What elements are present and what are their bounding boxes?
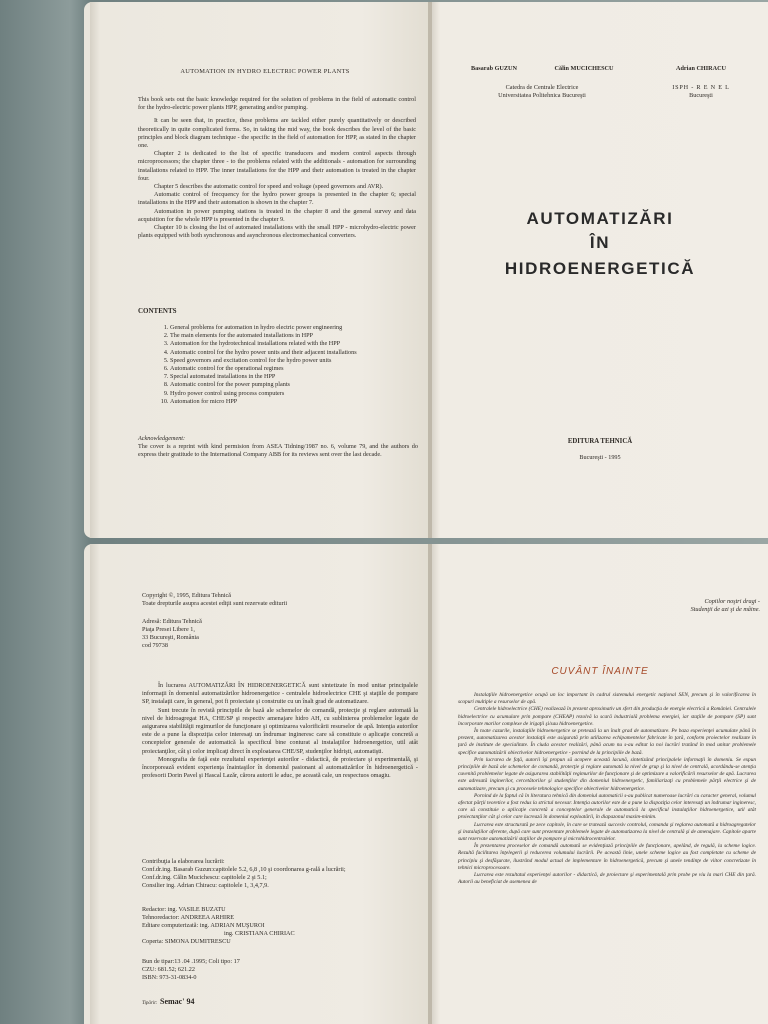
isbn-code: ISBN: 973-31-0834-0: [142, 974, 197, 981]
page-copyright: [90, 544, 430, 1024]
printer-label: Tipărit:: [142, 1001, 158, 1006]
contents-item: 2. The main elements for the automated installations in HPP: [170, 332, 424, 340]
abstract-paragraph: Automation in power pumping stations is treated in the chapter 8 and the general survey and data acquisition for the whole HPP is presented in the chapter 9.: [138, 207, 416, 223]
affiliation-line: ISPH - R E N E L: [672, 84, 730, 91]
publisher-name: EDITURA TEHNICĂ: [567, 438, 633, 445]
abstract-heading: AUTOMATION IN HYDRO ELECTRIC POWER PLANTS: [180, 68, 350, 75]
contents-item: 6. Automatic control for the operational regimes: [170, 365, 424, 373]
summary-paragraph: Monografia de faţă este rezultatul experienţei autorilor - didactică, de proiectare şi experimentală, şi încorporează evident experienţa înaintaşilor în domeniul pasionant al automatizărilor în hidroenergetică - profesorii Dorin Pavel şi Hascal Lazăr, cărora autorii le aduc, pe această cale, un respectuos omagiu.: [142, 755, 418, 780]
foreword-body: [458, 692, 756, 886]
foreword-paragraph: În toate cazurile, instalaţiile hidroenergetice se pretează la un înalt grad de automatizare. Pe baza experienţei acumulate până în prezent, automatizarea acestor instalaţii este asigurată prin utilizarea echipamentelor fabricate în ţară, conform proiectelor realizate în ţară de institute de specialitate. În ciuda acestor realizări, până acum nu s-au editat la noi lucrări tratând în mod unitar problemele specifice automatizării obiectivelor hidroenergetice - pornind de la principiile de bază.: [458, 728, 756, 756]
acknowledgement-title: Acknowledgement:: [138, 435, 186, 442]
address-line: Adresă: Editura Tehnică: [142, 618, 202, 625]
credit-line: Redactor: ing. VASILE BUZATU: [142, 906, 226, 913]
printer-name: Semac' 94: [160, 997, 195, 1006]
abstract-paragraph: This book sets out the basic knowledge required for the solution of problems in the field of automatic control for the hydro-electric power plants HPP, generating and/or pumping.: [138, 96, 416, 112]
contents-item: 1. General problems for automation in hydro electric power engineering: [170, 324, 424, 332]
foreword-paragraph: În prezentarea proceselor de comandă automată se evidenţiază principiile de funcţionare, apelând, de regulă, la scheme logice. Rezultă facilitarea înţelegerii şi reducerea volumului lucrării. Pe această linie, unele scheme logice au fost completate cu scheme de principiu şi desfăşurate, ilustrând modul actual de implementare în hidroenergetică, precum şi unele tendinţe de viitor concretizate în tehnici microprocesoare.: [458, 843, 756, 871]
contents-item: 8. Automatic control for the power pumping plants: [170, 381, 424, 389]
dedication-line: Studenţii de azi şi de mâine.: [690, 606, 760, 613]
author-name: Călin MUCICHESCU: [554, 65, 614, 72]
credit-line: ing. CRISTIANA CHIRIAC: [224, 930, 295, 937]
dedication-line: Copiilor noştri dragi -: [704, 598, 760, 605]
credit-line: Editare computerizată: ing. ADRIAN MUŞUROI: [142, 922, 265, 929]
book-spread-top: [84, 2, 768, 538]
abstract-paragraph: It can be seen that, in practice, these problems are tackled either purely quantitatively or described theoretically in quite complicated forms. So, in taking the mid way, the book describes the level of the basic principles and block diagram technique - the specific in the field of automation for HPP, as stated in the chapter one.: [138, 117, 416, 150]
summary-paragraph: Sunt trecute în revistă principiile de bază ale schemelor de comandă, protecţie şi reglare automată la nivel de hidroagregat HA, CHE/SP şi respectiv amenajare hidro AH, cu sublinierea problemelor legate de asigurarea stabilităţii regimurilor de funcţionare şi optimizarea valorificării resurselor de apă. Intenţia autorilor este de a pune la dispoziţia celor interesaţi un îndrumar ingineresc care să constituie o aplicaţie concretă a conceptelor generale de automatică la specificul bine conturat al instalaţiilor hidroenergetice, util atât proiectanţilor, cât şi celor implicaţi direct în exploatarea CHE/SP, studenţilor hidrişti, automatişti.: [142, 706, 418, 755]
foreword-paragraph: Pornind de la faptul că în literatura tehnică din domeniul automaticii s-au publicat numeroase lucrări cu caracter general, volumul afectat părţii teoretice a fost redus la strictul necesar. Intenţia autorilor este de a pune la dispoziţia celor interesaţi un îndrumar ingineresc, care să constituie o aplicaţie concretă a conceptelor generale de automatică la specificul instalaţiilor hidroenergetice, util atât proiectanţilor cât şi celor care lucrează în domeniul exploatării, în diapazonul maxim-minim.: [458, 792, 756, 821]
foreword-heading: CUVÂNT ÎNAINTE: [551, 666, 649, 677]
abstract-paragraph: Chapter 10 is closing the list of automated installations with the small HPP - microhydro-electric power plants equipped with both synchronous and asynchronous electromechanical converters.: [138, 224, 416, 240]
contents-item: 4. Automatic control for the hydro power units and their adjacent installations: [170, 349, 424, 357]
page-title: [432, 2, 768, 538]
contents-item: 5. Speed governors and excitation control for the hydro power units: [170, 357, 424, 365]
page-english-abstract: [90, 2, 430, 538]
summary-paragraph: În lucrarea AUTOMATIZĂRI ÎN HIDROENERGETICĂ sunt sintetizate în mod unitar principalele informaţii în domeniul automatizărilor hidroenergetice - centralele hidroelectrice CHE şi staţiile de pompare SP, instalaţii care, în general, pot fi proiectate şi construite cu un înalt grad de automatizare.: [142, 682, 418, 706]
book-title-line: ÎN: [589, 233, 611, 252]
foreword-paragraph: Lucrarea este structurată pe zece capitole, în care se tratează succesiv controlul, comanda şi reglarea automată a hidroagregatelor şi instalaţiilor aferente, după care sunt prezentate problemele legate de automatizarea la nivel de centrală şi de amenajare. Capitole aparte sunt rezervate automatizării staţiilor de pompare şi microhidrocentralelor.: [458, 821, 756, 843]
address-line: cod 79738: [142, 642, 168, 649]
foreword-paragraph: Lucrarea este rezultatul experienţei autorilor - didactică, de proiectare şi experimentală prin probe pe viu la mari CHE din ţară. Autorii au beneficiat de asemenea de: [458, 872, 756, 886]
abstract-paragraph: Chapter 5 describes the automatic control for speed and voltage (speed governors and AVR).: [154, 183, 384, 191]
publication-place-year: Bucureşti - 1995: [579, 454, 621, 461]
print-info: Bun de tipar:13 .04 .1995; Coli tipo: 17: [142, 958, 240, 965]
affiliation-line: Catedra de Centrale Electrice: [505, 84, 579, 91]
czu-code: CZU: 681.52; 621.22: [142, 966, 195, 973]
author-name: Basarab GUZUN: [471, 65, 517, 72]
credit-line: Coperta: SIMONA DUMITRESCU: [142, 938, 231, 945]
contribution-line: Conf.dr.ing. Călin Mucichescu: capitolele 2 şi 5.1;: [142, 874, 267, 881]
contribution-line: Conf.dr.ing. Basarab Guzun:capitolele 5.2, 6,8 ,10 şi coordonarea g-rală a lucrării;: [142, 866, 346, 873]
affiliation-line: Bucureşti: [689, 92, 713, 99]
page-foreword: [432, 544, 768, 1024]
contents-item: 10. Automation for micro HPP: [170, 398, 424, 406]
copyright-line: Toate drepturile asupra acestei ediţii sunt rezervate editurii: [142, 600, 288, 607]
contents-item: 3. Automation for the hydrotechnical installations related with the HPP: [170, 340, 424, 348]
foreword-paragraph: Prin lucrarea de faţă, autorii îşi propun să acopere această lacună, sintetizând principalele informaţii în domeniu. Se expun principiile de bază ale schemelor de comandă, protecţie şi reglare automată la nivel de grup şi la nivel de centrală, acordându-se atenţia cuvenită problemelor legate de asigurarea stabilităţii regimurilor de funcţionare şi de optimizare a valorificării resurselor de apă. Lucrarea este adresată inginerilor, cercetătorilor şi studenţilor din domeniul hidroenergetic, familiarizaţi cu problemele părţii electrice şi de automatizare, precum şi cu procesele tehnologice specifice obiectivelor hidroenergetice.: [458, 756, 756, 792]
book-title-line: AUTOMATIZĂRI: [526, 209, 674, 228]
foreword-paragraph: Instalaţiile hidroenergetice ocupă un loc important în cadrul sistemului energetic naţional SEN, precum şi în valorificarea în scopuri multiple a resurselor de apă.: [458, 692, 756, 706]
abstract-paragraph: Automatic control of frecquency for the hydro power groups is presented in the chapter 6; special installations in the HPP and their automation is shown in the chapter 7.: [138, 191, 416, 207]
abstract-paragraph: Chapter 2 is dedicated to the list of specific transducers and modern control aspects through microprocessors; the chapter three - to the problems related with the additionals - automation for surrounding installations related to HPP. The inner installations for the HPP and their automation is treated in the chapter four.: [138, 150, 416, 182]
address-line: 33 Bucureşti, România: [142, 634, 199, 641]
book-spread-bottom: [84, 544, 768, 1024]
contents-title: CONTENTS: [138, 307, 177, 315]
copyright-line: Copyright ©, 1995, Editura Tehnică: [142, 592, 232, 599]
contents-item: 7. Special automated installations in the HPP: [170, 373, 424, 381]
address-line: Piaţa Presei Libere 1,: [142, 626, 195, 633]
abstract-body: [138, 96, 416, 240]
author-name: Adrian CHIRACU: [675, 65, 727, 72]
contents-item: 9. Hydro power control using process computers: [170, 390, 424, 398]
book-title-line: HIDROENERGETICĂ: [504, 259, 696, 278]
affiliation-line: Universitatea Politehnica Bucureşti: [498, 92, 586, 99]
credit-line: Tehnoredactor: ANDREEA ARHIRE: [142, 914, 235, 921]
acknowledgement-text: The cover is a reprint with kind permision from ASEA Tidning/1987 no. 6, volume 79, and the authors do express their gratitude to the International Company ABB for its reviews sent over the last decade.: [138, 443, 418, 459]
foreword-paragraph: Centralele hidroelectrice (CHE) realizează în prezent aproximativ un sfert din producţia de energie electrică a României. Centralele hidroelectrice cu acumulare prin pompare (CHEAP) rezolvă la scară industrială problema energiei, iar staţiile de pompare (SP) sunt încorporate marilor complexe de irigaţii şi/sau hidroenergetice.: [458, 706, 756, 727]
contents-list: [154, 324, 424, 406]
contribution-line: Consilier ing. Adrian Chiracu: capitolele 1, 3,4,7,9.: [142, 882, 269, 889]
contribution-line: Contribuţia la elaborarea lucrării:: [142, 858, 225, 865]
summary-body: [142, 682, 418, 780]
